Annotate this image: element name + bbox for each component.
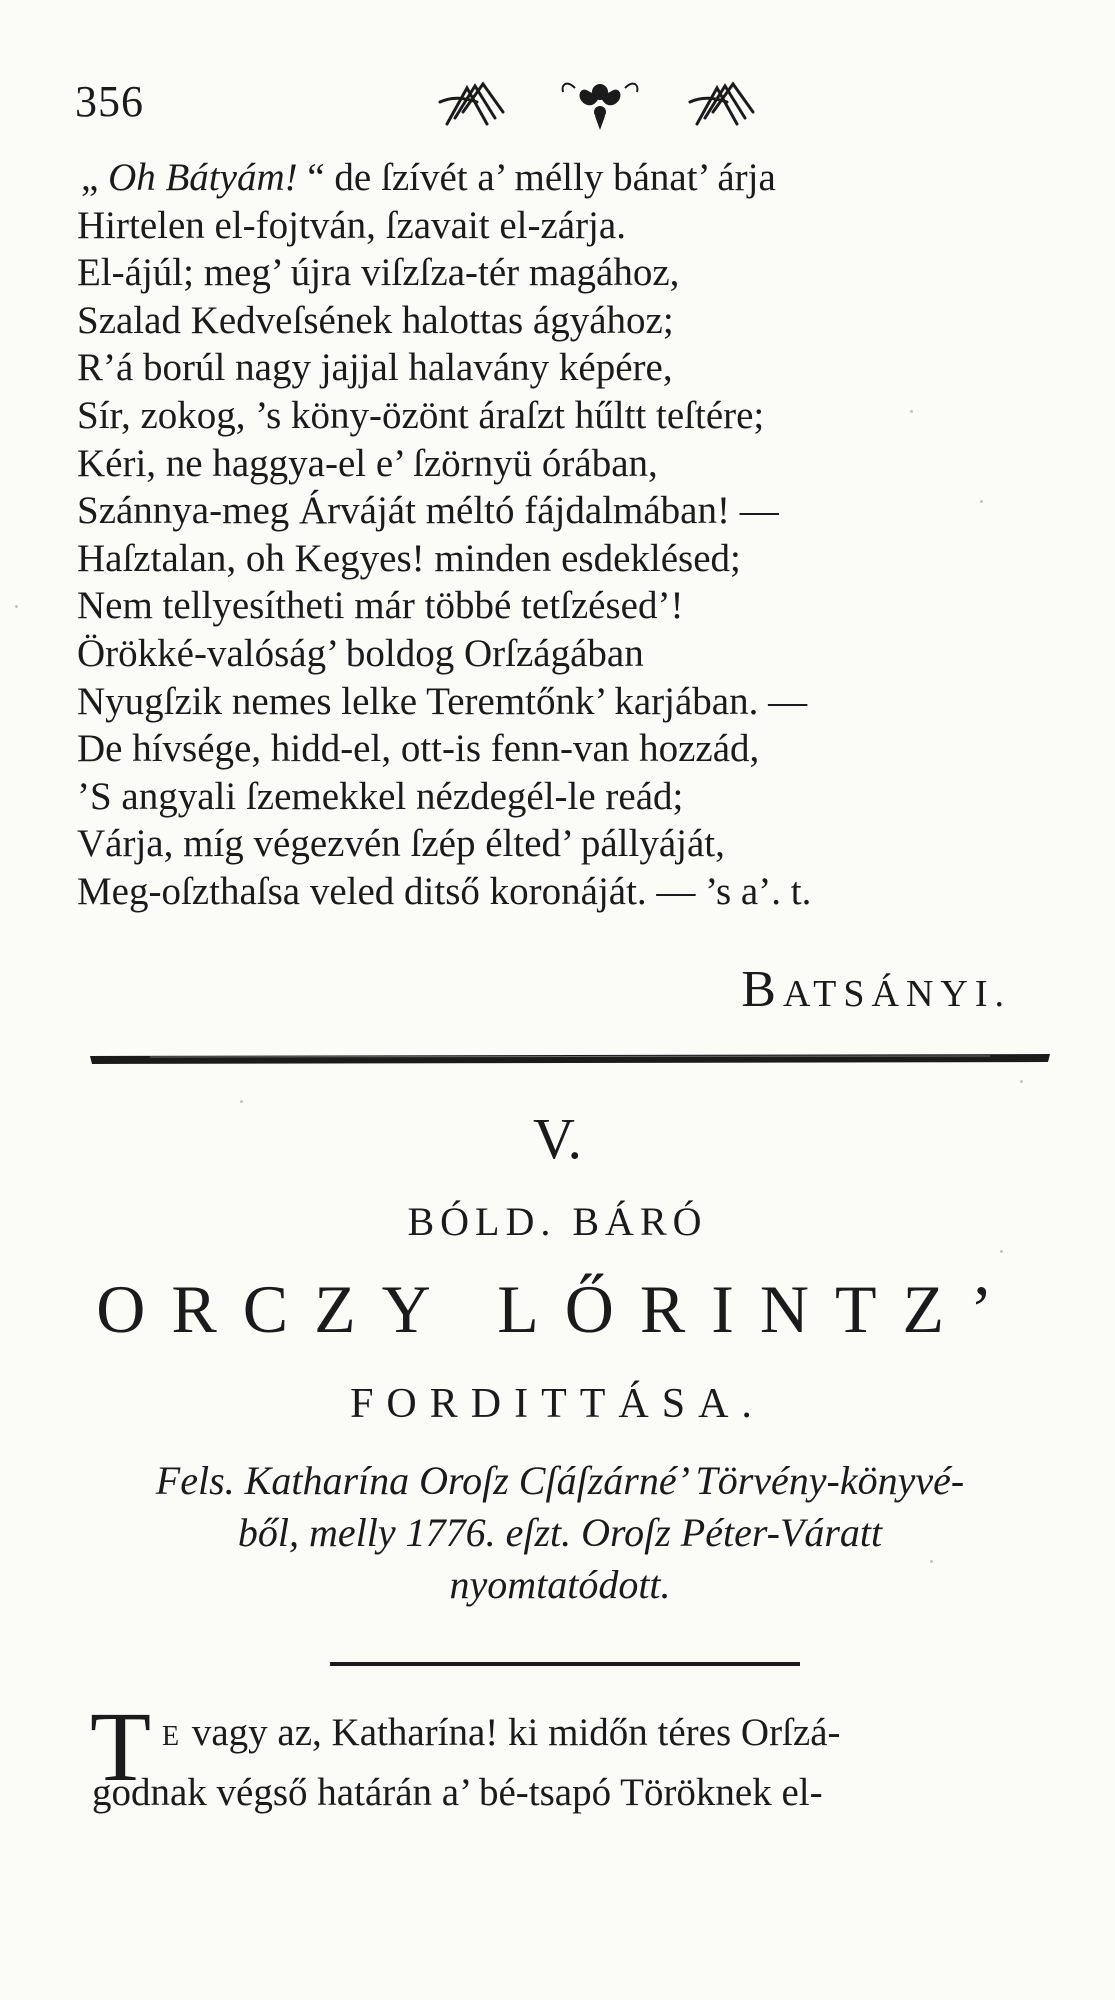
paper-speck: [1020, 1080, 1023, 1083]
signature-initial: B: [741, 961, 783, 1018]
poem-line-15: Várja, míg végezvén ſzép élted’ pállyáját,: [77, 822, 725, 866]
line-remainder: “ de ſzívét a’ mélly bánat’ árja: [297, 156, 776, 199]
body-text: [90, 1691, 1062, 1821]
poem-line-8: Szánnya-meg Árváját méltó fájdalmában! —: [77, 489, 779, 533]
poem-line-11: Örökké-valóság’ boldog Orſzágában: [77, 631, 644, 675]
poem-line-6: Sír, zokog, ’s köny-özönt áraſzt hűltt teſtére;: [77, 393, 765, 437]
poem-line-1: [77, 154, 1087, 202]
opening-quote: „: [81, 156, 109, 199]
body-line-1-small-cap: E: [162, 1721, 183, 1752]
poem-line-16: Meg-oſzthaſsa veled ditső koronáját. — ’s a’. t.: [77, 869, 812, 913]
poem-line-9: Haſztalan, oh Kegyes! minden esdeklésed;: [77, 536, 741, 580]
source-line-2: ből, melly 1776. eſzt. Oroſz Péter-Váratt: [237, 1510, 883, 1555]
section-subtitle: BÓLD. BÁRÓ: [407, 1199, 708, 1244]
poem-line-5: R’á borúl nagy jajjal halavány képére,: [77, 346, 673, 390]
poem-line-2: Hirtelen el-fojtván, ſzavait el-zárja.: [77, 203, 626, 247]
thin-divider: [330, 1662, 800, 1666]
paper-speck: [15, 605, 18, 608]
source-line-3: nyomtatódott.: [449, 1562, 671, 1607]
paper-speck: [240, 1100, 243, 1103]
page-header: [75, 72, 1055, 142]
section-number: V.: [533, 1106, 582, 1171]
poem-line-7: Kéri, ne haggya-el e’ ſzörnyü órában,: [77, 441, 658, 485]
author-signature: [741, 960, 1011, 1019]
paper-speck: [1000, 1250, 1003, 1253]
paper-speck: [980, 500, 983, 503]
body-line-2: godnak végső határán a’ bé-tsapó Töröknek el-: [92, 1771, 823, 1814]
source-note: [70, 1455, 1050, 1611]
italic-address: Oh Bátyám!: [108, 156, 298, 199]
body-line-1: [92, 1705, 1062, 1765]
paper-speck: [930, 1560, 933, 1563]
poem-line-12: Nyugſzik nemes lelke Teremtőnk’ karjában. —: [77, 679, 808, 723]
signature-rest: ATSÁNYI.: [782, 973, 1011, 1015]
section-title: ORCZY LŐRINTZ’: [96, 1271, 1019, 1347]
body-line-1-rest: vagy az, Katharína! ki midőn téres Orſzá-: [182, 1711, 841, 1754]
source-line-1: Fels. Katharína Oroſz Cſáſzárné’ Törvény-könyvé-: [155, 1458, 965, 1503]
page-number: 356: [75, 77, 144, 126]
drop-cap: T: [90, 1691, 152, 1802]
section-title-2: FORDITTÁSA.: [350, 1381, 765, 1427]
poem-line-4: Szalad Kedveſsének halottas ágyához;: [77, 298, 674, 342]
poem-line-10: Nem tellyesítheti már többé tetſzésed’!: [77, 584, 684, 628]
section-divider: [90, 1054, 1050, 1064]
paper-speck: [910, 410, 913, 413]
poem-line-13: De hívsége, hidd-el, ott-is fenn-van hozzád,: [77, 727, 760, 771]
decorative-ornament-icon: [435, 74, 765, 134]
poem: [77, 154, 1087, 916]
poem-line-14: ’S angyali ſzemekkel nézdegél-le reád;: [77, 774, 684, 818]
poem-line-3: El-ájúl; meg’ újra viſzſza-tér magához,: [77, 251, 680, 295]
